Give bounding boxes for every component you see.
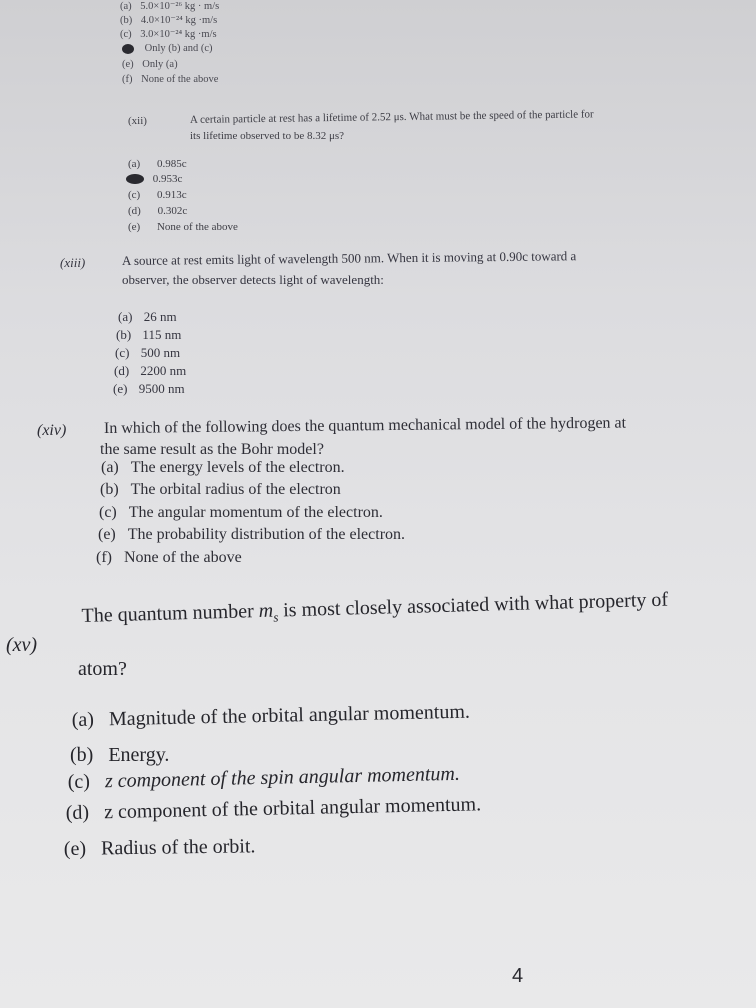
option-text: Only (a) [142, 59, 178, 70]
question-number: (xii) [128, 115, 147, 127]
option-d-marked [122, 43, 213, 54]
option-label: (c) [128, 189, 141, 201]
option-text: 3.0×10⁻²⁴ kg ·m/s [140, 29, 217, 40]
option-e [128, 221, 238, 233]
option-c [128, 189, 187, 201]
option-label: (f) [96, 549, 112, 566]
option-text: The angular momentum of the electron. [128, 504, 383, 521]
question-number: (xiv) [37, 422, 67, 439]
option-label: (e) [63, 837, 87, 861]
option-text: 2200 nm [140, 363, 187, 378]
option-label: (d) [114, 363, 130, 378]
option-label: (c) [120, 29, 132, 40]
option-a [101, 459, 345, 477]
option-label: (a) [101, 459, 119, 476]
option-a [72, 701, 471, 732]
option-text: 0.302c [157, 205, 188, 217]
option-label: (c) [115, 345, 130, 360]
option-b [116, 327, 181, 343]
question-text-part: is most closely associated with what property of [277, 588, 669, 622]
option-text: The energy levels of the electron. [130, 459, 345, 476]
option-a [128, 158, 187, 170]
option-text: 115 nm [142, 327, 182, 342]
question-number: (xv) [6, 634, 38, 656]
option-label: (b) [100, 481, 119, 498]
option-label: (e) [98, 526, 116, 543]
option-f [96, 549, 242, 567]
option-a [118, 309, 177, 325]
option-label: (c) [67, 770, 91, 794]
option-label: (e) [122, 59, 134, 70]
filled-answer-bubble-icon [122, 44, 134, 54]
question-text [81, 589, 668, 631]
option-text: None of the above [123, 549, 242, 566]
option-label: (a) [71, 708, 95, 732]
option-label: (d) [65, 801, 90, 825]
option-e [98, 526, 405, 544]
option-b-marked [126, 173, 182, 185]
option-label: (a) [118, 309, 133, 324]
option-label: (a) [128, 158, 141, 170]
option-label: (e) [128, 221, 141, 233]
option-text: 0.985c [156, 158, 187, 170]
option-c [120, 28, 217, 40]
option-label: (f) [122, 74, 133, 85]
option-d [66, 793, 482, 825]
option-label: (b) [70, 744, 94, 766]
question-text: the same result as the Bohr model? [100, 441, 324, 458]
option-text: z component of the spin angular momentum. [104, 762, 461, 793]
option-label: (e) [113, 381, 128, 396]
option-e [64, 835, 256, 861]
option-label: (b) [116, 327, 132, 342]
option-label: (a) [120, 1, 132, 12]
option-e [122, 59, 178, 70]
option-text: None of the above [156, 221, 238, 233]
option-c [115, 345, 180, 361]
option-text: 26 nm [143, 309, 177, 324]
question-text: its lifetime observed to be 8.32 μs? [190, 130, 345, 142]
option-text: 4.0×10⁻²⁴ kg ·m/s [140, 15, 218, 26]
option-text: 5.0×10⁻²⁶ kg · m/s [140, 1, 220, 12]
option-d [114, 363, 186, 379]
option-text: 0.913c [156, 189, 187, 201]
option-text: 500 nm [140, 345, 181, 360]
option-text: Energy. [108, 744, 170, 766]
option-text: Magnitude of the orbital angular momentum. [108, 700, 471, 731]
question-text: In which of the following does the quantum mechanical model of the hydrogen at [103, 414, 627, 437]
option-c [99, 504, 383, 522]
option-e [113, 381, 185, 397]
option-text: 0.953c [152, 173, 183, 185]
option-c [68, 763, 461, 794]
question-text: A certain particle at rest has a lifetime of 2.52 μs. What must be the speed of the particle for [189, 108, 594, 126]
option-b [70, 744, 169, 767]
page-number: 4 [512, 965, 524, 987]
option-label: (c) [99, 504, 117, 521]
option-a [120, 0, 219, 12]
filled-answer-bubble-icon [126, 174, 144, 184]
option-b [100, 481, 341, 499]
option-f [122, 74, 218, 85]
option-text: The probability distribution of the electron. [127, 526, 406, 543]
option-b [120, 14, 217, 26]
option-label: (d) [128, 205, 141, 217]
option-d [128, 205, 187, 217]
option-text: z component of the orbital angular momentum. [103, 793, 482, 824]
option-label: (b) [120, 15, 133, 26]
option-text: Only (b) and (c) [144, 43, 213, 54]
question-text: A source at rest emits light of wavelength 500 nm. When it is moving at 0.90c toward a [121, 248, 577, 268]
quantum-number-symbol: m [258, 599, 274, 623]
option-text: None of the above [141, 74, 219, 85]
question-text: atom? [78, 658, 127, 680]
question-number: (xiii) [60, 255, 86, 270]
option-text: The orbital radius of the electron [130, 481, 341, 498]
question-text-part: The quantum number [81, 600, 260, 628]
option-text: Radius of the orbit. [100, 835, 256, 860]
option-text: 9500 nm [138, 381, 185, 396]
quantum-number-subscript: s [273, 609, 279, 625]
question-text: observer, the observer detects light of wavelength: [122, 272, 384, 287]
